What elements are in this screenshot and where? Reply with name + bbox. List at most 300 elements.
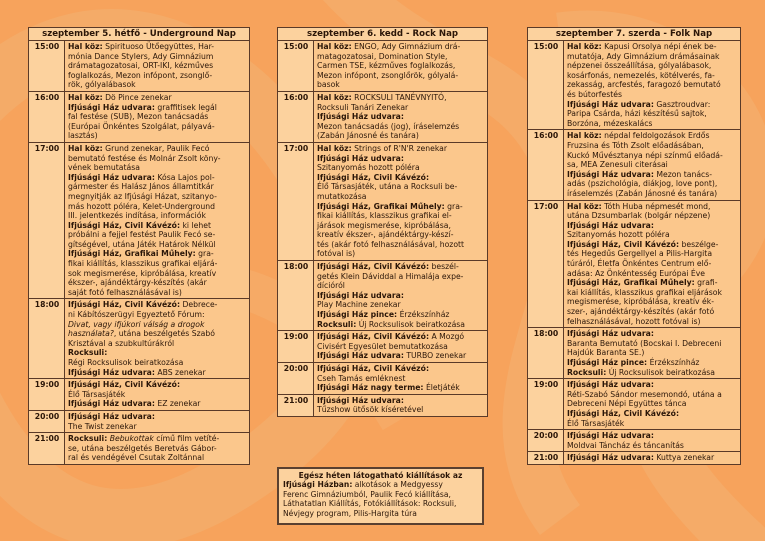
venue-label: Ifjúsági Ház, Grafikai Műhely: [317, 201, 445, 211]
program-description [65, 142, 250, 299]
title-text: Divat, vagy ifjúkori válság a drogok [68, 319, 205, 329]
event-text: ral és vendégével Csutak Zoltánnal [68, 453, 205, 463]
text-line [567, 160, 738, 170]
text-line [68, 112, 247, 122]
text-line [567, 380, 738, 390]
event-text: Tóth Huba népmesét mond, [601, 201, 711, 211]
schedule-row [29, 410, 249, 432]
text-line [317, 80, 485, 90]
program-description [314, 331, 488, 363]
text-line [317, 230, 485, 240]
time-slot: 18:00 [278, 261, 314, 331]
text-line [567, 71, 738, 81]
text-line [68, 300, 247, 310]
venue-label: Ifjúsági Ház pince: [317, 310, 398, 320]
event-text: Réti-Szabó Sándor mesemondó, utána a [567, 389, 722, 399]
venue-label: Ifjúsági Ház, Civil Kávézó: [567, 239, 680, 249]
event-text: Élő Társasjáték, utána a Rocksuli be- [317, 182, 458, 192]
venue-label: Ifjúsági Ház, Civil Kávézó: [317, 332, 430, 342]
program-description [65, 410, 250, 432]
text-line [317, 192, 485, 202]
event-text: (Európai Önkéntes Szolgálat, pályavá- [68, 121, 215, 131]
text-line [68, 320, 247, 330]
program-description [564, 130, 741, 200]
event-text: Spirituoso Ütőegyüttes, Har- [102, 42, 215, 51]
event-text: kai kiállítás, klasszikus grafikai eljárások [567, 287, 722, 297]
venue-label: Hal köz: [68, 42, 103, 51]
exhibitions-text [283, 480, 478, 518]
schedule-row [528, 328, 740, 379]
event-text: népdal feldolgozások Erdős [601, 131, 710, 141]
event-text: drámatagozatosai, ORT-IKI, kézműves [68, 61, 214, 71]
schedule-row [528, 41, 740, 130]
text-line [68, 240, 247, 250]
event-text: Mezon infópont, zsonglőrök, gólyalá- [317, 70, 459, 80]
day-column-wednesday [527, 27, 741, 465]
venue-label: Hal köz: [317, 92, 352, 102]
schedule-table [29, 41, 249, 464]
schedule-row [278, 91, 487, 142]
day-header: szeptember 6. kedd - Rock Nap [278, 28, 487, 41]
event-text: Életjáték [423, 383, 460, 393]
text-line [317, 281, 485, 291]
text-line [68, 202, 247, 212]
venue-label: Rocksuli: [68, 348, 108, 358]
time-slot: 21:00 [528, 452, 564, 464]
text-line [317, 173, 485, 183]
program-description [65, 379, 250, 411]
event-text: saját fotó felhasználásával is) [68, 287, 182, 297]
event-text: ABS zenekar [154, 367, 206, 377]
time-slot: 17:00 [528, 200, 564, 328]
program-description [314, 363, 488, 395]
text-line [317, 364, 485, 374]
text-line [317, 291, 485, 301]
venue-label: Ifjúsági Ház, Civil Kávézó: [68, 300, 181, 310]
event-text: ki lehet [180, 220, 211, 230]
event-text: Kuckó Művésztanya népi színmű előadá- [567, 150, 723, 160]
text-line [68, 61, 247, 71]
text-line [567, 42, 738, 52]
venue-label: Ifjúsági Ház udvara: [317, 395, 404, 405]
text-line [68, 390, 247, 400]
event-text: TURBO zenekar [403, 351, 467, 361]
day-header: szeptember 7. szerda - Folk Nap [528, 28, 740, 41]
event-text: Baranta Bemutató (Bocskai I. Debreceni [567, 338, 722, 348]
schedule-row [528, 452, 740, 464]
event-text: fikai kiállítás, klasszikus grafikai el- [317, 211, 452, 221]
time-slot: 20:00 [278, 363, 314, 395]
event-text: szer-, ajándéktárgy-készítés (akár fotó [567, 307, 715, 317]
event-text: (Zabán Jánosné és tanára) [317, 131, 419, 141]
program-description [65, 91, 250, 142]
event-text: Kósa Lajos pol- [154, 172, 215, 182]
venue-label: Ifjúsági Ház udvara: [567, 380, 654, 390]
event-text: basok [317, 80, 340, 90]
event-text: Érzékszínház [397, 310, 450, 320]
text-line [68, 230, 247, 240]
venue-label: Ifjúsági Házban: [283, 480, 353, 490]
text-line [283, 480, 478, 489]
event-text: Láthatatlan Kiállítás, Fotókiállítások: Rocksuli, [283, 499, 457, 509]
text-line [567, 151, 738, 161]
venue-label: Ifjúsági Ház udvara: [317, 153, 404, 163]
text-line [68, 131, 247, 141]
event-text: és bútorfestés [567, 89, 622, 99]
text-line [317, 396, 485, 406]
time-slot: 18:00 [29, 299, 65, 379]
event-text: EZ zenekar [154, 399, 201, 409]
event-text: Civisért Egyesület bemutatkozása [317, 341, 448, 351]
event-text: járások megismerése, kipróbálása, [317, 220, 451, 230]
schedule-row [29, 142, 249, 299]
venue-label: Ifjúsági Ház, Civil Kávézó: [317, 364, 430, 373]
venue-label: Ifjúsági Ház, Civil Kávézó: [317, 172, 430, 182]
venue-label: Ifjúsági Ház udvara: [317, 112, 404, 122]
venue-label: Ifjúsági Ház udvara: [567, 169, 654, 179]
text-line [567, 90, 738, 100]
event-text: Kapusi Orsolya népi ének be- [601, 42, 717, 51]
event-text: Debreceni Népi Együttes tánca [567, 399, 687, 409]
event-text: se, utána beszélgetés Beretvás Gábor- [68, 443, 217, 453]
event-text: beszél- [429, 262, 459, 272]
venue-label: Hal köz: [567, 201, 602, 211]
text-line [68, 93, 247, 103]
text-line [567, 348, 738, 358]
text-line [567, 109, 738, 119]
schedule-row [29, 299, 249, 379]
text-line [68, 310, 247, 320]
text-line [567, 431, 738, 441]
text-line [68, 52, 247, 62]
venue-label: Hal köz: [567, 131, 602, 141]
venue-label: Hal köz: [317, 143, 352, 153]
program-description [314, 261, 488, 331]
text-line [567, 339, 738, 349]
event-text: beszélge- [679, 239, 719, 249]
text-line [283, 509, 478, 518]
event-text: Élő Társasjáték [567, 418, 625, 428]
day-header: szeptember 5. hétfő - Underground Nap [29, 28, 249, 41]
event-text: Strings of R'N'R zenekar [351, 143, 448, 153]
event-text: Régi Rocksulisok beiratkozása [68, 358, 184, 367]
venue-label: Ifjúsági Ház udvara: [567, 431, 654, 441]
program-description [564, 452, 741, 464]
event-text: Ferenc Gimnáziumból, Paulik Fecó kiállítása, [283, 489, 451, 499]
event-text: íráselemzés (Zabán Jánosné és tanára) [567, 188, 718, 198]
event-text: foglalkozás, Mezon infópont, zsonglő- [68, 70, 213, 80]
text-line [317, 249, 485, 259]
event-text: Mezon tanácsadás (jog), íráselemzés [317, 121, 460, 131]
event-text: ROCKSULI TANÉVNYITÓ, [351, 92, 447, 102]
venue-label: Ifjúsági Ház udvara: [68, 411, 155, 421]
event-text: utána Dzsumbarlak (bolgár népzene) [567, 211, 711, 221]
event-text: Szitanyomás hozott póléra [567, 230, 670, 240]
text-line [317, 332, 485, 342]
event-text: Hajdúk Baranta SE.) [567, 348, 645, 358]
event-text: Gasztroudvar: [653, 99, 711, 109]
program-description [564, 41, 741, 130]
time-slot: 16:00 [278, 91, 314, 142]
venue-label: Ifjúsági Ház, Civil Kávézó: [68, 220, 181, 230]
text-line [283, 499, 478, 508]
text-line [68, 122, 247, 132]
event-text: Élő Társasjáték [68, 389, 126, 399]
venue-label: Ifjúsági Ház udvara: [68, 399, 155, 409]
venue-label: Ifjúsági Ház udvara: [68, 172, 155, 182]
text-line [317, 154, 485, 164]
event-text: mónia Dance Stylers, Ady Gimnázium [68, 51, 214, 61]
text-line [68, 412, 247, 422]
time-slot: 16:00 [528, 130, 564, 200]
time-slot: 18:00 [528, 328, 564, 379]
text-line [567, 61, 738, 71]
event-text: ENGO, Ady Gimnázium drá- [351, 42, 461, 51]
event-text: próbálni a fejjel festést Paulik Fecó se- [68, 230, 216, 240]
event-text: gármester és Halász János államtitkár [68, 182, 214, 192]
program-description [314, 41, 488, 91]
event-text: című film vetíté- [153, 434, 220, 444]
text-line [567, 453, 738, 463]
text-line [68, 182, 247, 192]
day-column-tuesday [277, 27, 488, 417]
event-text: adás (pszichológia, diákjog, love pont), [567, 179, 718, 189]
program-description [314, 394, 488, 416]
event-text: The Twist zenekar [68, 421, 137, 431]
event-text: fotóval is) [317, 249, 356, 259]
text-line [68, 42, 247, 52]
event-text: matagozatosai, Domination Style, [317, 51, 448, 61]
event-text: Cseh Tamás emléknest [317, 373, 406, 383]
text-line [317, 374, 485, 384]
event-text: zekasság, arcfestés, faragozó bemutató [567, 80, 721, 90]
venue-label: Ifjúsági Ház, Grafikai Műhely: [68, 249, 196, 259]
time-slot: 15:00 [29, 41, 65, 91]
time-slot: 21:00 [278, 394, 314, 416]
program-description [65, 299, 250, 379]
text-line [68, 249, 247, 259]
text-line [317, 211, 485, 221]
text-line [567, 307, 738, 317]
schedule-row [278, 394, 487, 416]
schedule-row [29, 91, 249, 142]
day-column-monday [28, 27, 250, 465]
text-line [567, 278, 738, 288]
text-line [567, 80, 738, 90]
event-text: megismerése, kipróbálása, kreatív ék- [567, 297, 714, 307]
time-slot: 17:00 [278, 142, 314, 260]
text-line [317, 383, 485, 393]
venue-label: Ifjúsági Ház nagy terme: [317, 383, 424, 393]
venue-label: Hal köz: [68, 92, 103, 102]
time-slot: 17:00 [29, 142, 65, 299]
program-description [564, 379, 741, 430]
event-text: ékszer-, ajándéktárgy-készítés (akár [68, 278, 207, 288]
event-text: Play Machine zenekar [317, 300, 401, 310]
schedule-row [528, 379, 740, 430]
venue-label: Ifjúsági Ház, Civil Kávézó: [68, 380, 181, 390]
text-line [68, 288, 247, 298]
event-text: Mezon tanács- [653, 169, 713, 179]
venue-label: Rocksuli: [317, 319, 357, 329]
venue-label: Hal köz: [68, 143, 103, 153]
title-text: Bebukottak [109, 434, 154, 444]
event-text: Carmen TSE, kézműves foglalkozás, [317, 61, 456, 71]
time-slot: 16:00 [29, 91, 65, 142]
text-line [68, 444, 247, 454]
text-line [317, 320, 485, 330]
event-text: graffitisek legál [154, 102, 217, 112]
text-line [567, 189, 738, 199]
event-text: túráról, Életfa Önkéntes Centrum elő- [567, 259, 712, 269]
text-line [567, 52, 738, 62]
text-line [567, 288, 738, 298]
venue-label: Ifjúsági Ház udvara: [567, 453, 654, 463]
time-slot: 19:00 [528, 379, 564, 430]
venue-label: Ifjúsági Ház udvara: [317, 290, 404, 300]
text-line [567, 131, 738, 141]
text-line [567, 100, 738, 110]
time-slot: 20:00 [29, 410, 65, 432]
text-line [317, 131, 485, 141]
schedule-row [29, 379, 249, 411]
text-line [567, 202, 738, 212]
text-line [567, 399, 738, 409]
text-line [567, 297, 738, 307]
text-line [68, 259, 247, 269]
text-line [68, 348, 247, 358]
event-text: felhasználásával, hozott fotóval is) [567, 316, 701, 326]
event-text: Új Rocksulisok beiratkozása [356, 319, 466, 329]
venue-label: Ifjúsági Ház, Civil Kávézó: [317, 262, 430, 272]
schedule-row [278, 261, 487, 331]
event-text: Paripa Csárda, házi készítésű sajtok, [567, 109, 707, 119]
text-line [68, 278, 247, 288]
schedule-row [528, 200, 740, 328]
venue-label: Ifjúsági Ház udvara: [567, 329, 654, 339]
schedule-row [278, 142, 487, 260]
text-line [283, 490, 478, 499]
event-text: ni Kábítószerügyi Egyeztető Fórum: [68, 310, 205, 320]
schedule-table [528, 41, 740, 464]
venue-label: Ifjúsági Ház, Grafikai Műhely: [567, 278, 695, 288]
program-description [65, 41, 250, 91]
text-line [567, 249, 738, 259]
text-line [68, 154, 247, 164]
text-line [567, 119, 738, 129]
text-line [567, 230, 738, 240]
text-line [317, 240, 485, 250]
event-text: Rocksuli Tanári Zenekar [317, 102, 409, 112]
event-text: tés Hegedűs Gergellyel a Pilis-Hargita [567, 249, 713, 259]
event-text: vének bemutatása [68, 163, 140, 173]
title-text: használata? [68, 329, 114, 339]
venue-label: Ifjúsági Ház pince: [567, 358, 648, 367]
venue-label: Ifjúsági Ház, Civil Kávézó: [567, 408, 680, 418]
text-line [567, 329, 738, 339]
event-text: Szitanyomás hozott póléra [317, 163, 420, 173]
text-line [317, 163, 485, 173]
event-text: kosárfonás, nemezelés, kötélverés, fa- [567, 70, 715, 80]
event-text: grafi- [694, 278, 718, 288]
event-text: mutatója, Ady Gimnázium drámásainak [567, 51, 720, 61]
text-line [567, 211, 738, 221]
text-line [68, 103, 247, 113]
text-line [317, 93, 485, 103]
text-line [567, 317, 738, 327]
text-line [567, 269, 738, 279]
text-line [567, 259, 738, 269]
event-text: fal festése (SUB), Mezon tanácsadás [68, 112, 209, 122]
venue-label: Hal köz: [567, 42, 602, 51]
event-text: Új Rocksulisok beiratkozása [606, 367, 716, 377]
program-description [564, 430, 741, 452]
event-text: Névjegy program, Pilis-Hargita túra [283, 508, 417, 518]
text-line [317, 221, 485, 231]
text-line [317, 112, 485, 122]
event-text: rök, gólyalábasok [68, 80, 136, 90]
event-text: Kuttya zenekar [653, 453, 715, 463]
text-line [567, 409, 738, 419]
text-line [567, 240, 738, 250]
event-text: kreatív ékszer-, ajándéktárgy-készí- [317, 230, 454, 240]
event-text: Krisztával a szubkultúrákról [68, 338, 175, 348]
text-line [567, 441, 738, 451]
event-text: tés (akár fotó felhasználásával, hozott [317, 239, 465, 249]
text-line [317, 342, 485, 352]
schedule-table [278, 41, 487, 416]
program-description [564, 328, 741, 379]
event-text: gra- [195, 249, 214, 259]
text-line [68, 269, 247, 279]
schedule-row [29, 41, 249, 91]
program-description [314, 142, 488, 260]
event-text: mutatkozása [317, 191, 367, 201]
event-text: sok megismerése, kipróbálása, kreatív [68, 268, 217, 278]
event-text: alkotások a Medgyessy [352, 480, 443, 490]
text-line [567, 221, 738, 231]
text-line [567, 179, 738, 189]
event-text: gra- [444, 201, 463, 211]
schedule-row [528, 430, 740, 452]
program-description [564, 200, 741, 328]
event-text: Borzóna, mézeskalács [567, 118, 653, 128]
program-description [314, 91, 488, 142]
text-line [317, 71, 485, 81]
event-text: Érzékszínház [647, 358, 700, 367]
event-text: sa, MEA Zenesuli citerásai [567, 160, 668, 170]
event-text: A Mozgó [429, 332, 465, 342]
venue-label: Ifjúsági Ház udvara: [317, 351, 404, 361]
event-text: lasztás) [68, 131, 98, 141]
text-line [567, 368, 738, 378]
venue-label: Ifjúsági Ház udvara: [567, 99, 654, 109]
event-text: III. jelentkezés indítása, információk [68, 211, 206, 221]
text-line [567, 170, 738, 180]
event-text: Grund zenekar, Paulik Fecó [102, 143, 210, 153]
text-line [68, 71, 247, 81]
text-line [317, 42, 485, 52]
venue-label: Ifjúsági Ház udvara: [68, 367, 155, 377]
schedule-row [528, 130, 740, 200]
text-line [68, 399, 247, 409]
text-line [317, 262, 485, 272]
text-line [68, 422, 247, 432]
text-line [317, 351, 485, 361]
event-text: getés Klein Dáviddal a Himalája expe- [317, 271, 464, 281]
event-text: dícióról [317, 281, 345, 291]
text-line [317, 202, 485, 212]
